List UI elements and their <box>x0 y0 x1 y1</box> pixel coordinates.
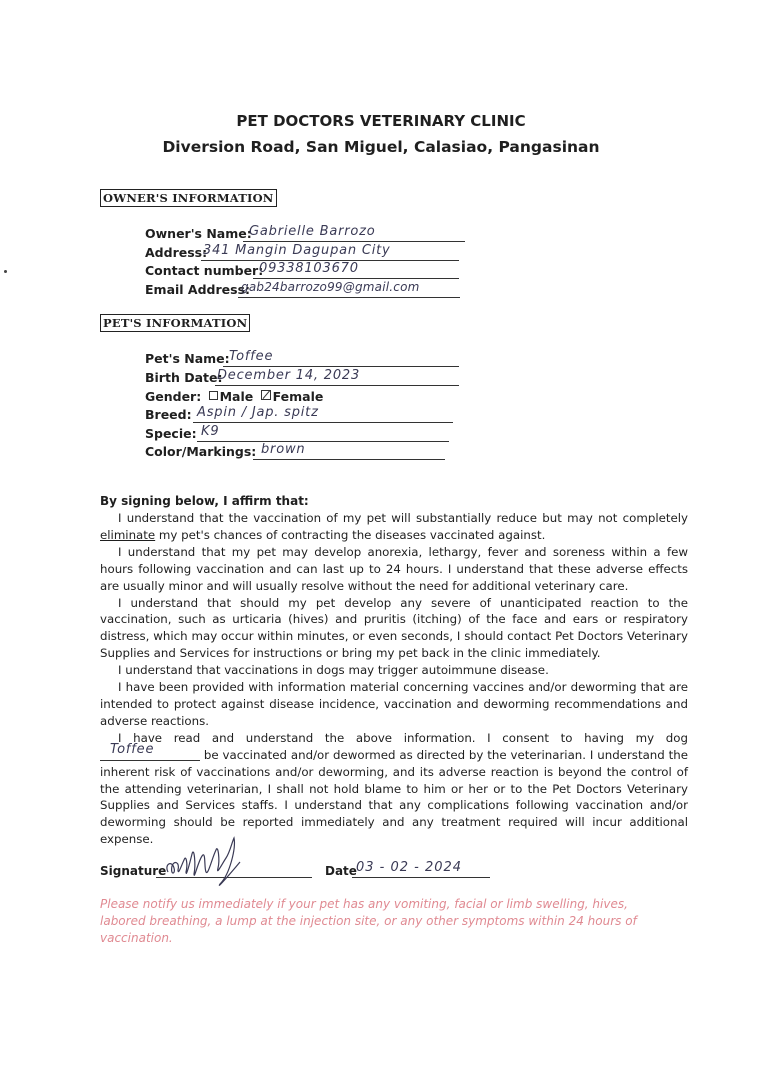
date-line <box>352 877 490 878</box>
female-label: Female <box>272 389 324 404</box>
pet-specie-value: K9 <box>201 424 220 439</box>
affirm-heading: By signing below, I affirm that: <box>100 494 309 508</box>
female-checkbox[interactable] <box>261 390 271 400</box>
pet-birth-value: December 14, 2023 <box>217 368 361 383</box>
consent-paragraph: I have read and understand the above information. I consent to having my dog Toffee be vaccinated and/or dewormed as directed by the veterinarian. I understand the inherent risk of vaccinations and/or deworming, and its adverse reaction is beyond the control of the attending veterinarian, I shall not hold blame to him or her or to the Pet Doctors Veterinary Supplies and Services staffs. I understand that any complications following vaccination and/or deworming should be reported immediately and any treatment required will incur additional expense. <box>100 730 688 847</box>
pet-breed-value: Aspin / Jap. spitz <box>197 405 319 420</box>
dog-name-value: Toffee <box>110 741 155 757</box>
consent-text <box>100 510 688 848</box>
owner-email-value: gab24barrozo99@gmail.com <box>241 280 420 294</box>
consent-paragraph: I understand that vaccinations in dogs may trigger autoimmune disease. <box>118 663 549 678</box>
consent-paragraph: I have been provided with information material concerning vaccines and/or deworming that are intended to protect against disease incidence, vaccination and deworming recommendations and adverse reactions. <box>100 680 688 728</box>
owner-contact-label: Contact number: <box>145 263 264 278</box>
owner-name-value: Gabrielle Barrozo <box>249 224 376 239</box>
pet-specie-label: Specie: <box>145 426 197 441</box>
pet-color-value: brown <box>261 442 306 457</box>
notice-text: Please notify us immediately if your pet has any vomiting, facial or limb swelling, hives, labored breathing, a lump at the injection site, or any other symptoms within 24 hours of vaccination. <box>100 897 637 945</box>
consent-paragraph: I understand that the vaccination of my pet will substantially reduce but may not completely eliminate my pet's chances of contracting the diseases vaccinated against. <box>100 511 688 542</box>
consent-paragraph: I understand that should my pet develop any severe of unanticipated reaction to the vaccination, such as urticaria (hives) and pruritis (itching) of the face and ears or respiratory distress, which may occur within minutes, or even seconds, I should contact Pet Doctors Veterinary Supplies and Services for instructions or bring my pet back in the clinic immediately. <box>100 595 688 661</box>
clinic-name: PET DOCTORS VETERINARY CLINIC <box>236 112 526 130</box>
owner-address-value: 341 Mangin Dagupan City <box>203 243 391 258</box>
date-value: 03 - 02 - 2024 <box>356 860 463 875</box>
pet-gender-row <box>145 389 323 404</box>
male-label: Male <box>219 389 254 404</box>
pet-breed-label: Breed: <box>145 407 192 422</box>
owner-address-label: Address: <box>145 245 208 260</box>
owner-name-label: Owner's Name: <box>145 226 252 241</box>
scan-speck <box>4 270 7 273</box>
consent-paragraph: I understand that my pet may develop anorexia, lethargy, fever and soreness within a few hours following vaccination and can last up to 24 hours. I understand that these adverse effects are usually minor and will usually resolve without the need for additional veterinary care. <box>100 544 688 593</box>
owner-email-label: Email Address: <box>145 282 251 297</box>
pet-section-heading: PET'S INFORMATION <box>100 314 250 332</box>
pet-birth-label: Birth Date: <box>145 370 223 385</box>
clinic-address: Diversion Road, San Miguel, Calasiao, Pangasinan <box>162 138 600 156</box>
pet-name-value: Toffee <box>229 349 274 364</box>
pet-name-label: Pet's Name: <box>145 351 230 366</box>
date-label: Date <box>325 864 357 878</box>
male-checkbox[interactable] <box>209 391 218 400</box>
pet-gender-label: Gender: <box>145 389 202 404</box>
owner-section-heading: OWNER'S INFORMATION <box>100 189 277 207</box>
signature-image <box>160 834 250 894</box>
owner-contact-value: 09338103670 <box>259 261 359 276</box>
signature-label: Signature <box>100 864 167 878</box>
pet-color-label: Color/Markings: <box>145 444 257 459</box>
